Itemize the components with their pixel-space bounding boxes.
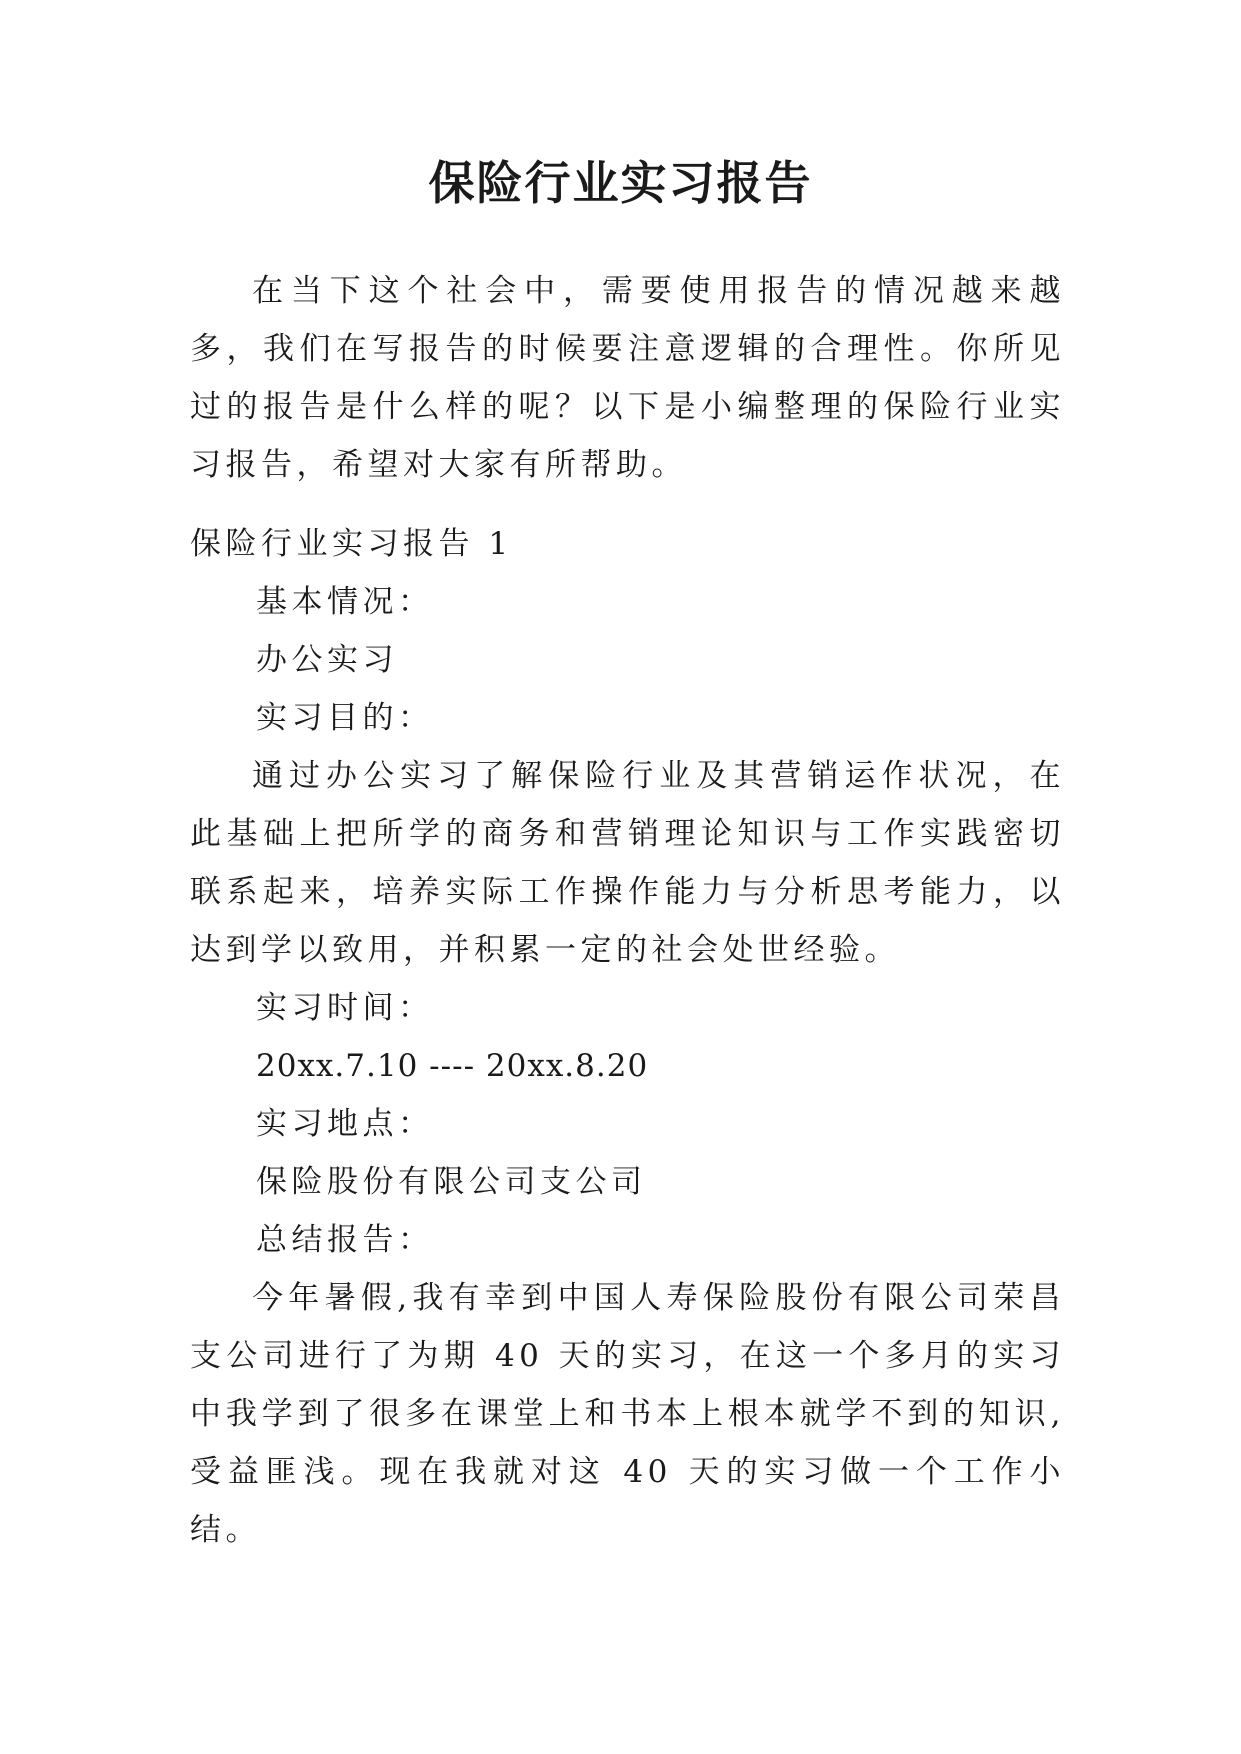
document-title: 保险行业实习报告 [428, 156, 813, 210]
purpose-label: 实习目的： [256, 700, 434, 736]
time-label: 实习时间： [256, 990, 434, 1026]
intro-block [190, 262, 1065, 494]
basic-info-value: 办公实习 [256, 642, 398, 678]
report-body [190, 515, 1065, 1559]
location-label: 实习地点： [256, 1106, 434, 1142]
location-value: 保险股份有限公司支公司 [256, 1164, 647, 1200]
summary-label: 总结报告： [256, 1222, 434, 1258]
intro-paragraph: 在当下这个社会中，需要使用报告的情况越来越多，我们在写报告的时候要注意逻辑的合理性。你所见过的报告是什么样的呢？以下是小编整理的保险行业实习报告，希望对大家有所帮助。 [190, 273, 1065, 483]
summary-paragraph: 今年暑假,我有幸到中国人寿保险股份有限公司荣昌支公司进行了为期 40 天的实习，在这一个多月的实习中我学到了很多在课堂上和书本上根本就学不到的知识,受益匪浅。现在我就对这 40 天的实习做一个工作小结。 [190, 1280, 1065, 1548]
time-value: 20xx.7.10 ---- 20xx.8.20 [256, 1048, 649, 1084]
section-heading: 保险行业实习报告 1 [190, 526, 513, 562]
basic-info-label: 基本情况： [256, 584, 434, 620]
purpose-paragraph: 通过办公实习了解保险行业及其营销运作状况，在此基础上把所学的商务和营销理论知识与工作实践密切联系起来，培养实际工作操作能力与分析思考能力，以达到学以致用，并积累一定的社会处世经验。 [190, 758, 1065, 968]
